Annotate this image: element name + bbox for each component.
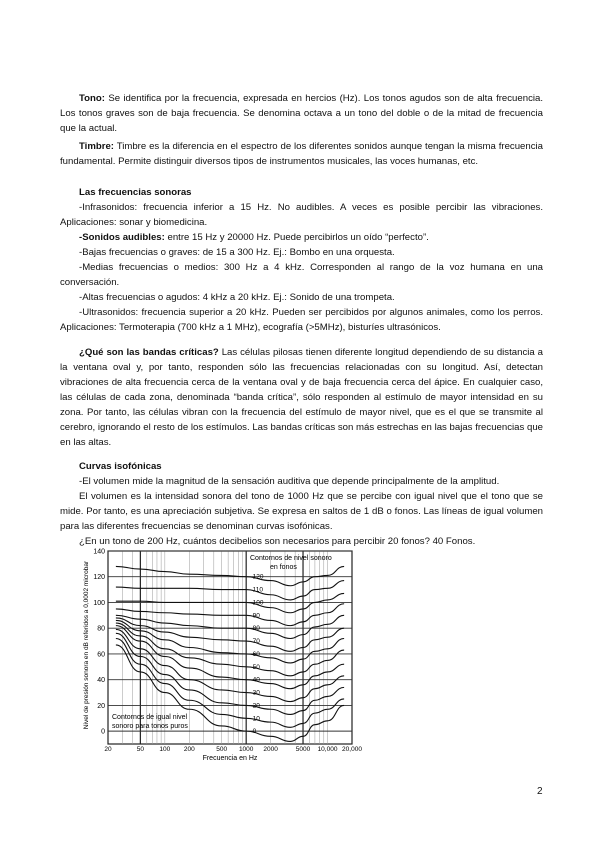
infrasonidos: -Infrasonidos: frecuencia inferior a 15 Hz. No audibles. A veces es posible percibir las vibraciones. Aplicaciones: sonar y biomedicina. bbox=[60, 202, 543, 228]
isophon-curve bbox=[116, 623, 344, 676]
bandas-text: Las células pilosas tienen diferente longitud dependiendo de su distancia a la ventana oval y, por tanto, responden sólo las frecuencias relacionadas con su longitud. Así, detectan vibraciones de alta frecuencia cerca de la ventana oval y de baja frecuencia cerca del ápice. En cualquier caso, las células de cada zona, denominada “banda crítica”, sólo responden al estímulo de mayor intensidad en su zona. Por tanto, las células vibran con la frecuencia del estímulo de mayor nivel, que es el que se transmite al cerebro, ignorando el resto de los estímulos. Las bandas críticas son más estrechas en las bajas frecuencias que en las altas. bbox=[60, 347, 543, 448]
x-axis-label: Frecuencia en Hz bbox=[202, 755, 258, 762]
bandas-label: ¿Qué son las bandas críticas? bbox=[79, 347, 219, 358]
curvas-section bbox=[60, 459, 543, 549]
x-tick-label: 200 bbox=[183, 746, 195, 753]
x-tick-label: 100 bbox=[159, 746, 171, 753]
bandas-section bbox=[60, 345, 543, 450]
timbre-text: Timbre es la diferencia en el espectro de los diferentes sonidos aunque tengan la misma frecuencia fundamental. Permite distinguir diversos tipos de instrumentos musicales, las voces humanas, etc. bbox=[60, 141, 543, 167]
curve-label: 110 bbox=[252, 586, 263, 594]
isophon-curve bbox=[116, 604, 344, 626]
curve-label: 120 bbox=[252, 573, 264, 581]
curvas-heading: Curvas isofónicas bbox=[79, 461, 162, 472]
curve-label: 60 bbox=[252, 650, 260, 658]
curve-label: 80 bbox=[252, 625, 260, 633]
curve-label: 40 bbox=[252, 676, 260, 684]
y-tick-label: 0 bbox=[101, 728, 105, 736]
y-tick-label: 80 bbox=[97, 625, 105, 633]
tono-label: Tono: bbox=[79, 93, 105, 104]
y-tick-label: 60 bbox=[97, 651, 105, 659]
isophon-curve bbox=[116, 620, 344, 662]
legend-title: Contornos de nivel sonoro en fonos bbox=[250, 555, 332, 571]
curvas-p3: ¿En un tono de 200 Hz, cuántos decibelios son necesarios para percibir 20 fonos? 40 Fonos. bbox=[79, 536, 476, 547]
ultrasonidos: -Ultrasonidos: frecuencia superior a 20 kHz. Pueden ser percibidos por algunos animales, como los perros. Aplicaciones: Termoterapia (700 kHz a 1 MHz), ecografía (>5MHz), bisturíes ultrasónicos. bbox=[60, 307, 543, 333]
y-tick-label: 140 bbox=[93, 548, 105, 556]
sonidos-audibles bbox=[60, 230, 543, 245]
x-tick-label: 20 bbox=[104, 746, 112, 753]
isophon-curve bbox=[116, 615, 344, 638]
tono-text: Se identifica por la frecuencia, expresada en hercios (Hz). Los tonos agudos son de alta frecuencia. Los tonos graves son de baja frecuencia. Se denomina octava a un tono del doble o de la mitad de frecuencia que la actual. bbox=[60, 93, 543, 134]
audibles-text: entre 15 Hz y 20000 Hz. Puede percibirlos un oído “perfecto”. bbox=[164, 232, 429, 243]
curve-label: 20 bbox=[252, 702, 260, 710]
curvas-p1: -El volumen mide la magnitud de la sensación auditiva que depende principalmente de la amplitud. bbox=[79, 476, 500, 487]
isophon-curve bbox=[116, 581, 344, 600]
intro-section bbox=[60, 91, 543, 169]
x-tick-label: 1000 bbox=[238, 746, 254, 753]
audibles-label: -Sonidos audibles: bbox=[79, 232, 165, 243]
curve-label: 90 bbox=[252, 612, 260, 620]
y-axis-label: Nivel de presión sonora en dB referidos a 0,0002 microbar bbox=[83, 560, 90, 730]
medias-frecuencias: -Medias frecuencias o medios: 300 Hz a 4 kHz. Corresponden al rango de la voz humana en una conversación. bbox=[60, 262, 543, 288]
isophon-curve bbox=[116, 593, 344, 612]
x-tick-label: 2000 bbox=[263, 746, 278, 753]
curve-label: 70 bbox=[252, 638, 260, 646]
y-tick-label: 40 bbox=[97, 677, 105, 685]
altas-frecuencias: -Altas frecuencias o agudos: 4 kHz a 20 kHz. Ej.: Sonido de una trompeta. bbox=[79, 292, 395, 303]
timbre-label: Timbre: bbox=[79, 141, 115, 152]
x-tick-label: 50 bbox=[136, 746, 144, 753]
curve-label: 30 bbox=[252, 689, 260, 697]
page-number: 2 bbox=[537, 786, 543, 797]
x-tick-label: 10,000 bbox=[317, 746, 338, 753]
frecuencias-section bbox=[60, 185, 543, 335]
curve-label: 50 bbox=[252, 663, 260, 671]
tono-paragraph bbox=[60, 91, 543, 136]
isophon-curve bbox=[116, 566, 344, 585]
curve-label: 0 bbox=[252, 728, 257, 736]
frecuencias-heading: Las frecuencias sonoras bbox=[79, 187, 192, 198]
bajas-frecuencias: -Bajas frecuencias o graves: de 15 a 300 Hz. Ej.: Bombo en una orquesta. bbox=[79, 247, 395, 258]
curvas-p2: El volumen es la intensidad sonora del tono de 1000 Hz que se percibe con igual nivel que el tono que se mide. Por tanto, es una apreciación subjetiva. Se expresa en saltos de 1 dB o fonos. Las líneas de igual volumen para las diferentes frecuencias se denominan curvas isofónicas. bbox=[60, 491, 543, 532]
y-tick-label: 20 bbox=[97, 702, 105, 710]
bandas-paragraph bbox=[60, 345, 543, 450]
y-tick-label: 100 bbox=[93, 599, 105, 607]
x-tick-label: 5000 bbox=[295, 746, 311, 753]
x-tick-label: 20,000 bbox=[342, 746, 362, 753]
isophonic-chart bbox=[80, 545, 380, 775]
curve-label: 10 bbox=[252, 715, 260, 723]
curve-label: 100 bbox=[252, 599, 264, 607]
y-tick-label: 120 bbox=[93, 574, 105, 582]
x-tick-label: 500 bbox=[216, 746, 228, 753]
timbre-paragraph bbox=[60, 139, 543, 169]
annotation: Contornos de igual nivel sonoro para tonos puros bbox=[112, 714, 188, 730]
